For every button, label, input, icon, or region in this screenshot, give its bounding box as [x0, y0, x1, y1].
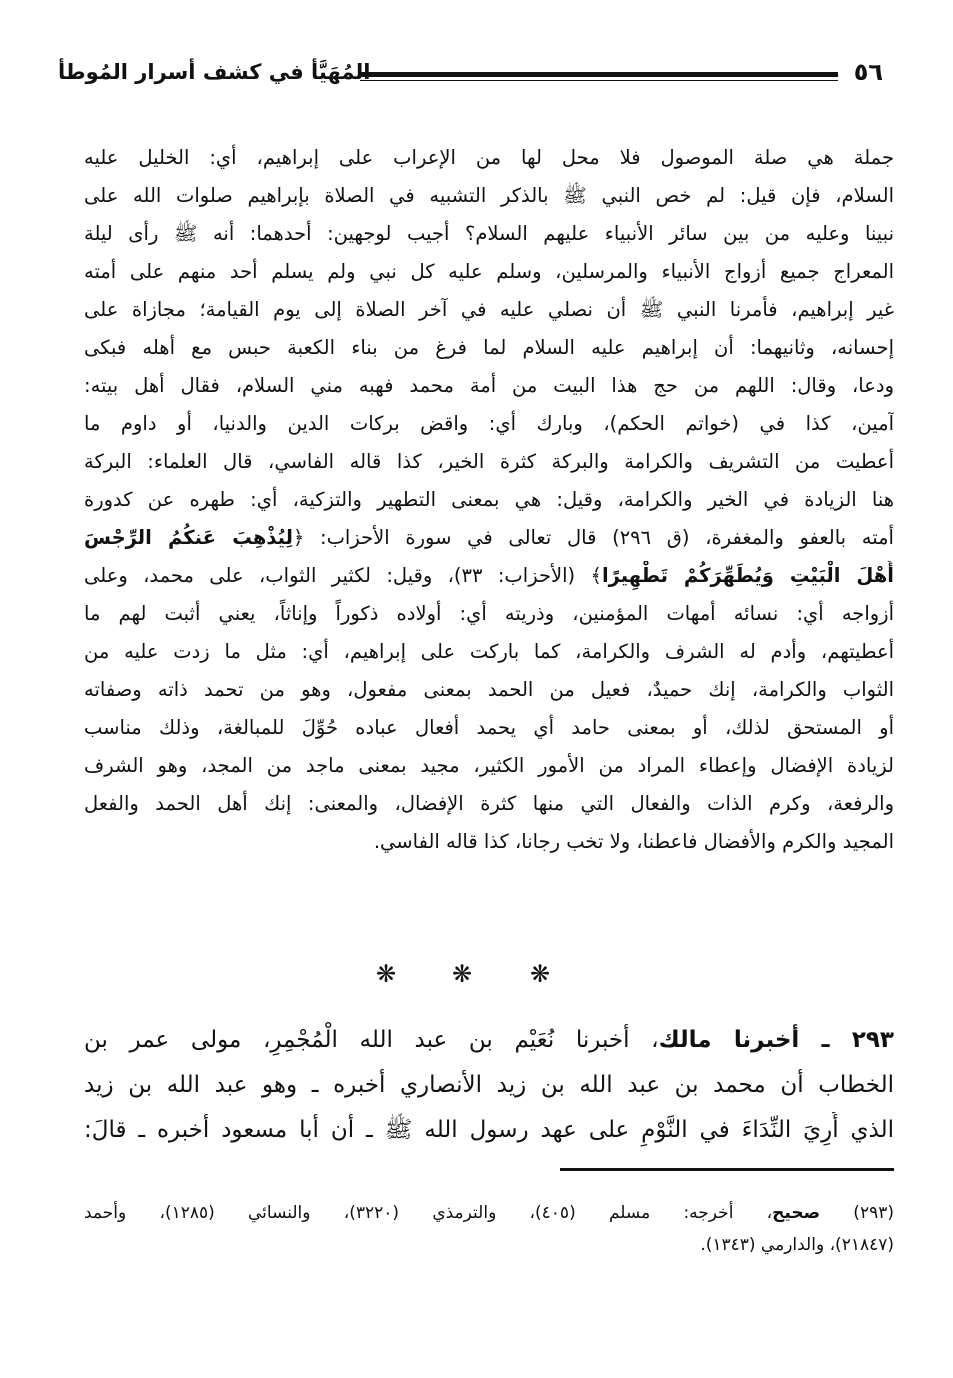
text: ﴾ (الأحزاب: ٣٣)، وقيل: لكثير الثواب، على محمد، وعلى [84, 564, 602, 587]
text-line: والرفعة، وكرم الذات والفعال التي منها كثرة الإفضال، والمعنى: إنك أهل الحمد والفعل [84, 792, 894, 815]
separator-star-icon: ❋ [530, 960, 551, 988]
separator-star-icon: ❋ [376, 960, 397, 988]
quran-verse: لِيُذْهِبَ عَنكُمُ الرِّجْسَ [84, 526, 293, 549]
separator-star-icon: ❋ [452, 960, 473, 988]
text-line: نبينا وعليه من بين سائر الأنبياء عليهم السلام؟ أجيب لوجهين: أحدهما: أنه ﷺ رأى ليلة [84, 222, 894, 245]
hadith-line: الذي أُرِيَ النِّدَاءَ في النَّوْمِ على عهد رسول الله ﷺ ـ أن أبا مسعود أخبره ـ قالَ: [84, 1117, 894, 1143]
grading: صحيح [772, 1203, 821, 1223]
page-number: ٥٦ [853, 58, 883, 86]
text-line: لزيادة الإفضال وإعطاء المراد من الأمور الكثير، مجيد بمعنى ماجد من المجد، وهو الشرف [84, 754, 894, 777]
text-line: جملة هي صلة الموصول فلا محل لها من الإعراب على إبراهيم، أي: الخليل عليه [84, 146, 894, 169]
hadith-line [84, 1022, 894, 1060]
text-line: السلام، فإن قيل: لم خص النبي ﷺ بالذكر التشبيه في الصلاة بإبراهيم صلوات الله على [84, 184, 894, 207]
text-line: آمين، كذا في (خواتم الحكم)، وبارك أي: واقض بركات الدين والدنيا، أو داوم ما [84, 412, 894, 435]
text-line: المعراج جميع أزواج الأنبياء والمرسلين، وسلم عليه كل نبي ولم يسلم أحد منهم على أمته [84, 260, 894, 283]
footnote-line: (٢١٨٤٧)، والدارمي (١٣٤٣). [700, 1235, 894, 1255]
hadith-line: الخطاب أن محمد بن عبد الله بن زيد الأنصاري أخبره ـ وهو عبد الله بن زيد [84, 1072, 894, 1098]
text-line: الثواب والكرامة، إنك حميدٌ، فعيل من الحمد بمعنى مفعول، وهو من تحمد ذاته وصفاته [84, 678, 894, 701]
text-line: المجيد والكرم والأفضال فاعطنا، ولا تخب رجانا، كذا قاله الفاسي. [373, 830, 894, 853]
text: ، أخرجه: مسلم (٤٠٥)، والترمذي (٣٢٢٠)، والنسائي (١٢٨٥)، وأحمد [84, 1203, 773, 1223]
header-rule [360, 72, 838, 77]
hadith-narrator: أخبرنا مالك [658, 1027, 800, 1053]
text-line: إحسانه، وثانيهما: أن إبراهيم عليه السلام لما فرغ من بناء الكعبة حبس مع أهله فبكى [84, 336, 894, 359]
footnote-line [84, 1200, 894, 1228]
text-line: أو المستحق لذلك، أو بمعنى حامد أي يحمد أفعال عباده حُوِّلَ للمبالغة، وذلك مناسب [84, 716, 894, 739]
text-line: غير إبراهيم، فأمرنا النبي ﷺ أن نصلي عليه في آخر الصلاة إلى يوم القيامة؛ مجازاة على [84, 298, 894, 321]
footnote-number: (٢٩٣) [820, 1203, 894, 1223]
text: أمته بالعفو والمغفرة، (ق ٢٩٦) قال تعالى في سورة الأحزاب: ﴿ [292, 526, 894, 549]
text-line: أزواجه أي: نسائه أمهات المؤمنين، وذريته أي: أولاده ذكوراً وإناثاً، يعني أثبت لهم ما [84, 602, 894, 625]
text: ، أخبرنا نُعَيْم بن عبد الله الْمُجْمِرِ، مولى عمر بن [84, 1027, 659, 1053]
text-line: هنا الزيادة في الخير والكرامة، وقيل: هي بمعنى التطهير والتزكية، أي: طهره عن كدورة [84, 488, 894, 511]
text-line: أعطيت من التشريف والكرامة والبركة كثرة الخير، كذا قاله الفاسي، قال العلماء: البركة [84, 450, 894, 473]
text-line: أعطيتهم، وأدم له الشرف والكرامة، كما باركت على إبراهيم، أي: مثل ما زدت عليه من [84, 640, 894, 663]
hadith-number: ٢٩٣ ـ [799, 1027, 894, 1053]
header-rule-thin [360, 80, 838, 81]
text-line [84, 561, 894, 593]
running-title: المُهَيَّأ في كشف أسرار المُوطأ [58, 60, 371, 84]
quran-verse: أَهْلَ الْبَيْتِ وَيُطَهِّرَكُمْ تَطْهِيرًا [601, 564, 894, 587]
text-line: ودعا، وقال: اللهم من حج هذا البيت من أمة محمد فهبه مني السلام، فقال أهل بيته: [84, 374, 894, 397]
footnote-rule [560, 1168, 894, 1171]
text-line [84, 523, 894, 555]
